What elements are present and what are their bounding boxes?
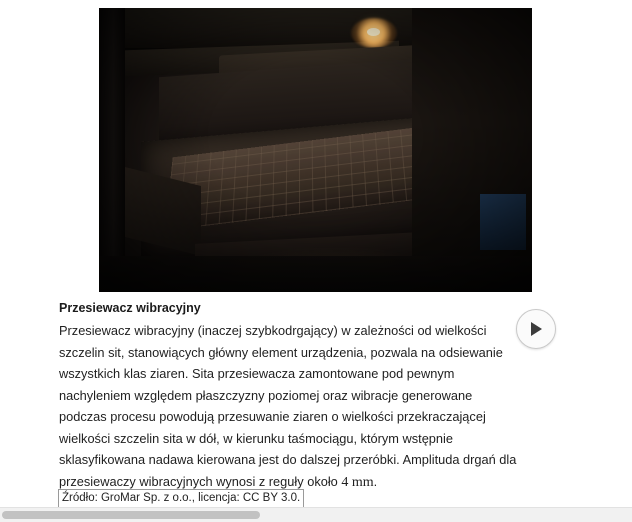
caption-body [59, 320, 519, 493]
caption-body-end: . [373, 473, 378, 489]
vibrating-screen-photo [99, 8, 532, 292]
caption-title: Przesiewacz wibracyjny [59, 301, 201, 315]
figure-caption [59, 300, 575, 493]
figure-source: Źródło: GroMar Sp. z o.o., licencja: CC BY 3.0. [58, 489, 304, 508]
photo-vignette [99, 8, 532, 292]
scrollbar-thumb[interactable] [2, 511, 260, 519]
caption-amplitude-value: 4 mm [341, 474, 374, 490]
caption-body-text: Przesiewacz wibracyjny (inaczej szybkodrgający) w zależności od wielkości szczelin sit, stanowiących główny element urządzenia, pozwala na odsiewanie wszystkich klas ziaren. Sita przesiewacza zamontowane pod pewnym nachyleniem względem płaszczyzny poziomej oraz wibracje generowane podczas procesu powodują przesuwanie ziaren o wielkości przekraczającej wielkości szczelin sita w dół, w kierunku taśmociągu, którym wstępnie sklasyfikowana nadawa kierowana jest do dalszej przeróbki. Amplituda drgań dla przesiewaczy wibracyjnych wynosi z reguły około [59, 323, 517, 489]
horizontal-scrollbar[interactable] [0, 507, 632, 522]
